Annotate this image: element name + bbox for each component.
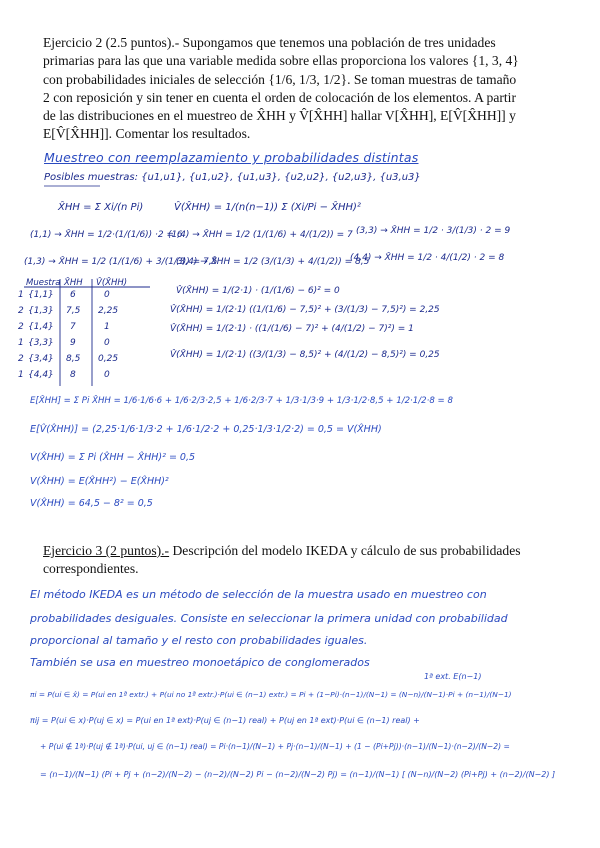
variance-calc-3: V̂(X̂HH) = 1/(2·1) · ((1/(1/6) − 7)² + (4/(1/2) − 7)²) = 1 — [170, 324, 414, 334]
table-cell-weight: 1 — [18, 290, 24, 300]
table-cell-weight: 2 — [18, 354, 24, 364]
exercise-2-line-2: primarias para las que una variable medida sobre ellas proporciona los valores {1, 3, 4} — [43, 53, 519, 69]
table-cell-vhat: 0,25 — [98, 354, 119, 364]
table-cell-sample: {1,1} — [28, 290, 54, 300]
calc-4-4: (4,4) → X̂HH = 1/2 · 4/(1/2) · 2 = 8 — [350, 253, 505, 263]
exercise-2-line-1: Ejercicio 2 (2.5 puntos).- Supongamos que tenemos una población de tres unidades — [43, 35, 496, 50]
table-cell-sample: {4,4} — [28, 370, 54, 380]
table-cell-vhat: 0 — [104, 338, 110, 348]
variance-decomposition: V(X̂HH) = E(X̂HH²) − E(X̂HH)² — [30, 476, 169, 487]
ikeda-paragraph-1: El método IKEDA es un método de selección de la muestra usado en muestreo con — [30, 588, 487, 601]
calc-3-3: (3,3) → X̂HH = 1/2 · 3/(1/3) · 2 = 9 — [356, 226, 511, 236]
table-header-xhh: X̂HH — [64, 278, 83, 288]
joint-prob-formula-2: + P(ui ∉ 1ª)·P(uj ∉ 1ª)·P(ui, uj ∈ (n−1) real) = Pi·(n−1)/(N−1) + Pj·(n−1)/(N−1) + (1 − (Pi+Pj))·(n−1)/(N−1)·(n−2)/(N−2) = — [40, 742, 510, 751]
table-cell-vhat: 2,25 — [98, 306, 119, 316]
table-cell-xhh: 7 — [70, 322, 76, 332]
expectation-xhh: E[X̂HH] = Σ Pi X̂HH = 1/6·1/6·6 + 1/6·2/3·2,5 + 1/6·2/3·7 + 1/3·1/3·9 + 1/3·1/2·8,5 + 1/2·1/2·8 = 8 — [30, 396, 453, 406]
variance-definition: V(X̂HH) = Σ Pi (X̂HH − X̂HH)² = 0,5 — [30, 452, 196, 463]
possible-samples: Posibles muestras: {u1,u1}, {u1,u2}, {u1,u3}, {u2,u2}, {u2,u3}, {u3,u3} — [44, 172, 421, 183]
calc-1-3: (1,3) → X̂HH = 1/2 (1/(1/6) + 3/(1/3)) = 7,5 — [24, 257, 218, 267]
variance-estimator-formula: V̂(X̂HH) = 1/(n(n−1)) Σ (Xi/Pi − X̂HH)² — [174, 202, 361, 213]
table-cell-vhat: 1 — [104, 322, 110, 332]
table-cell-sample: {3,4} — [28, 354, 54, 364]
calc-3-4: (3,4) → X̂HH = 1/2 (3/(1/3) + 4/(1/2)) = 8,5 — [176, 257, 370, 267]
joint-prob-formula-1: πij = P(ui ∈ x)·P(uj ∈ x) = P(ui en 1ª ext)·P(uj ∈ (n−1) real) + P(uj en 1ª ext)·P(ui ∈ (n−1) real) + — [30, 716, 420, 725]
table-cell-sample: {3,3} — [28, 338, 54, 348]
variance-calc-2: V̂(X̂HH) = 1/(2·1) ((1/(1/6) − 7,5)² + (3/(1/3) − 7,5)²) = 2,25 — [170, 305, 440, 315]
variance-calc-4: V̂(X̂HH) = 1/(2·1) ((3/(1/3) − 8,5)² + (4/(1/2) − 8,5)²) = 0,25 — [170, 350, 440, 360]
table-header-vhat: V̂(X̂HH) — [96, 278, 128, 288]
table-cell-vhat: 0 — [104, 290, 110, 300]
exercise-2-line-3: con probabilidades iniciales de selección {1/6, 1/3, 1/2}. Se toman muestras de tamaño — [43, 71, 517, 87]
table-cell-sample: {1,4} — [28, 322, 54, 332]
table-cell-xhh: 8,5 — [66, 354, 81, 364]
handwritten-title: Muestreo con reemplazamiento y probabilidades distintas — [44, 150, 419, 165]
joint-prob-formula-3: = (n−1)/(N−1) (Pi + Pj + (n−2)/(N−2) − (n−2)/(N−2) Pi − (n−2)/(N−2) Pj) = (n−1)/(N−1) [ (N−n)/(N−2) (Pi+Pj) + (n−2)/(N−2) ] — [40, 770, 556, 779]
estimator-formula: X̂HH = Σ Xi/(n Pi) — [58, 202, 144, 213]
exercise-3-line-1: Descripción del modelo IKEDA y cálculo de sus probabilidades — [169, 543, 521, 558]
table-cell-weight: 2 — [18, 322, 24, 332]
exercise-3-line-2: correspondientes. — [43, 561, 139, 577]
variance-result: V(X̂HH) = 64,5 − 8² = 0,5 — [30, 498, 153, 509]
expectation-vhat: E[V̂(X̂HH)] = (2,25·1/6·1/3·2 + 1/6·1/2·2 + 0,25·1/3·1/2·2) = 0,5 = V(X̂HH) — [30, 424, 382, 435]
ikeda-annotation: 1ª ext. E(n−1) — [424, 672, 482, 681]
ikeda-paragraph-4: También se usa en muestreo monoetápico de conglomerados — [30, 656, 370, 669]
exercise-2-line-5: de las distribuciones en el muestreo de X̂HH y V̂[X̂HH] hallar V[X̂HH], E[V̂[X̂HH]] y — [43, 108, 516, 124]
table-cell-weight: 1 — [18, 370, 24, 380]
variance-calc-1: V̂(X̂HH) = 1/(2·1) · (1/(1/6) − 6)² = 0 — [176, 286, 340, 296]
inclusion-prob-formula: πi = P(ui ∈ x̂) = P(ui en 1ª extr.) + P(ui no 1ª extr.)·P(ui ∈ (n−1) extr.) = Pi + (1−Pi)·(n−1)/(N−1) = (N−n)/(N−1)·Pi + (n−1)/(N−1) — [30, 690, 512, 699]
calc-1-4: (1,4) → X̂HH = 1/2 (1/(1/6) + 4/(1/2)) = 7 — [168, 230, 353, 240]
table-cell-vhat: 0 — [104, 370, 110, 380]
table-cell-weight: 1 — [18, 338, 24, 348]
table-cell-weight: 2 — [18, 306, 24, 316]
exercise-2-line-6: E[V̂[X̂HH]]. Comentar los resultados. — [43, 126, 251, 142]
table-cell-xhh: 8 — [70, 370, 76, 380]
table-cell-sample: {1,3} — [28, 306, 54, 316]
calc-1-1: (1,1) → X̂HH = 1/2·(1/(1/6)) ·2 = 6 — [30, 230, 183, 240]
table-header-muestra: Muestra — [26, 278, 61, 288]
ikeda-paragraph-2: probabilidades desiguales. Consiste en seleccionar la primera unidad con probabilidad — [30, 612, 508, 625]
exercise-3-label: Ejercicio 3 (2 puntos).- — [43, 543, 170, 558]
ikeda-paragraph-3: proporcional al tamaño y el resto con probabilidades iguales. — [30, 634, 368, 647]
table-cell-xhh: 7,5 — [66, 306, 81, 316]
exercise-2-line-4: 2 con reposición y sin tener en cuenta el orden de colocación de los elementos. A partir — [43, 89, 516, 105]
table-cell-xhh: 9 — [70, 338, 76, 348]
table-cell-xhh: 6 — [70, 290, 76, 300]
